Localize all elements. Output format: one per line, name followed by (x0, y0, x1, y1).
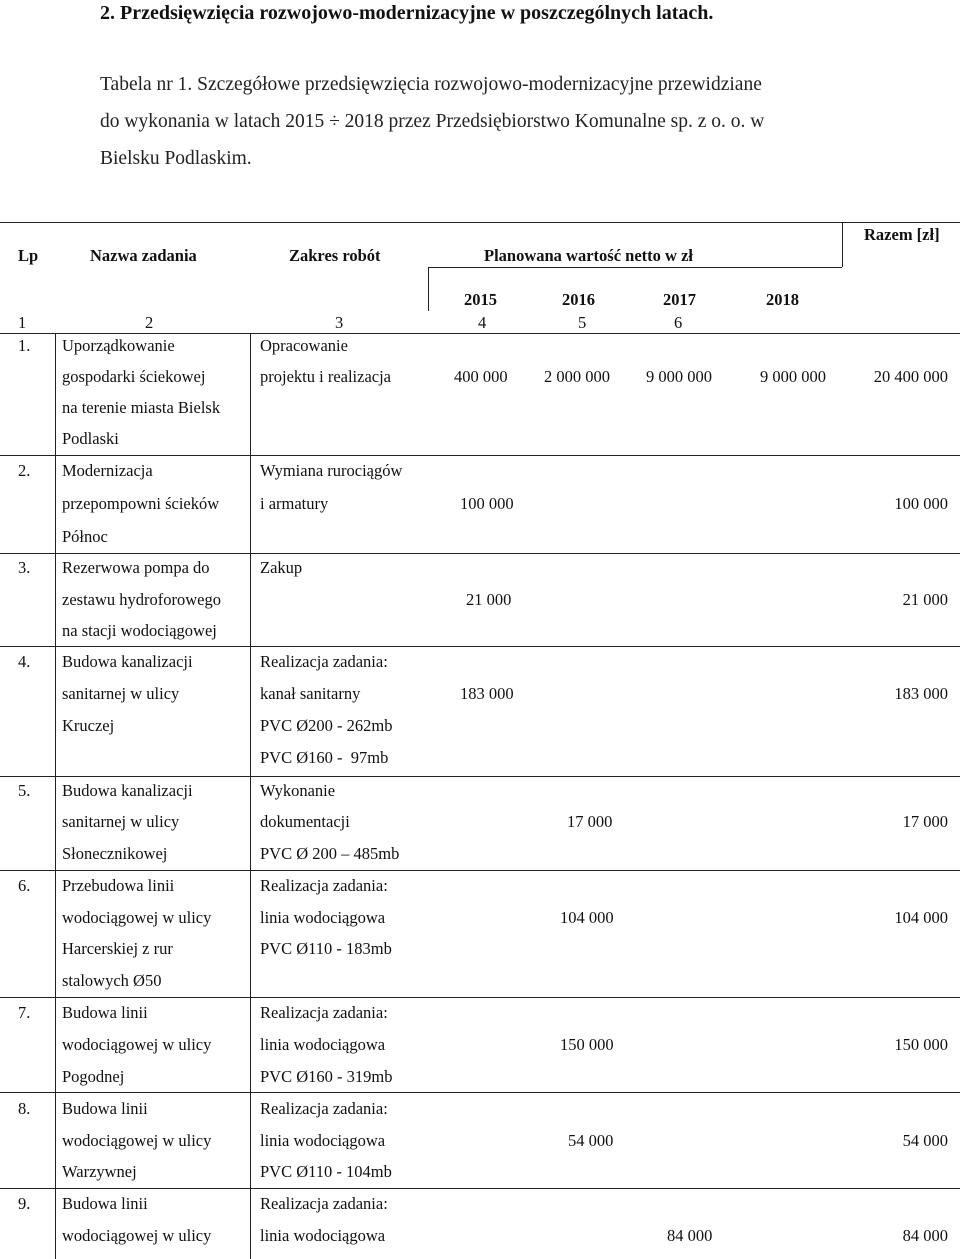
row-6-value-2016: 104 000 (560, 908, 614, 927)
row-3-nazwa-line-2: zestawu hydroforowego (62, 590, 221, 609)
row-7-lp: 7. (18, 1003, 31, 1022)
row-5-zakres-line-2: dokumentacji (260, 812, 350, 831)
row-separator (0, 646, 960, 647)
row-6-nazwa-line-4: stalowych Ø50 (62, 971, 162, 990)
row-1-nazwa-line-2: gospodarki ściekowej (62, 367, 206, 386)
row-9-nazwa-line-2: wodociągowej w ulicy (62, 1226, 212, 1245)
col-header-razem: Razem [zł] (864, 225, 940, 244)
row-8-value-2016: 54 000 (568, 1131, 614, 1150)
table-caption-line-1: Tabela nr 1. Szczegółowe przedsięwzięcia rozwojowo-modernizacyjne przewidziane (100, 74, 762, 95)
row-5-nazwa-line-3: Słonecznikowej (62, 844, 168, 863)
row-5-value-2016: 17 000 (567, 812, 613, 831)
row-8-nazwa-line-1: Budowa linii (62, 1099, 148, 1118)
row-4-nazwa-line-1: Budowa kanalizacji (62, 652, 193, 671)
row-2-lp: 2. (18, 461, 31, 480)
row-1-value-2017: 9 000 000 (646, 367, 712, 386)
row-4-value-2015: 183 000 (460, 684, 514, 703)
row-1-value-2016: 2 000 000 (544, 367, 610, 386)
row-3-nazwa-line-1: Rezerwowa pompa do (62, 558, 210, 577)
table-top-border (0, 222, 960, 223)
year-2018: 2018 (766, 290, 799, 309)
col-number-5: 5 (578, 313, 587, 332)
col-number-1: 1 (18, 313, 27, 332)
col-number-3: 3 (335, 313, 344, 332)
col-header-nazwa: Nazwa zadania (90, 246, 197, 265)
row-separator (0, 553, 960, 554)
row-3-lp: 3. (18, 558, 31, 577)
table-caption-line-3: Bielsku Podlaskim. (100, 148, 252, 169)
row-1-nazwa-line-3: na terenie miasta Bielsk (62, 398, 221, 417)
row-2-razem: 100 000 (894, 494, 948, 513)
row-7-value-2016: 150 000 (560, 1035, 614, 1054)
row-8-lp: 8. (18, 1099, 31, 1118)
row-8-razem: 54 000 (902, 1131, 948, 1150)
col-header-zakres: Zakres robót (289, 246, 381, 265)
row-3-value-2015: 21 000 (466, 590, 512, 609)
row-6-lp: 6. (18, 876, 31, 895)
row-1-nazwa-line-4: Podlaski (62, 429, 119, 448)
row-5-lp: 5. (18, 781, 31, 800)
row-4-razem: 183 000 (894, 684, 948, 703)
row-8-zakres-line-2: linia wodociągowa (260, 1131, 386, 1150)
row-separator (0, 1092, 960, 1093)
row-2-nazwa-line-1: Modernizacja (62, 461, 153, 480)
row-7-zakres-line-3: PVC Ø160 - 319mb (260, 1067, 393, 1086)
row-3-nazwa-line-3: na stacji wodociągowej (62, 621, 217, 640)
col-number-6: 6 (674, 313, 683, 332)
razem-left-border (842, 222, 843, 267)
row-7-nazwa-line-1: Budowa linii (62, 1003, 148, 1022)
planned-header-underline (428, 267, 842, 268)
row-6-nazwa-line-3: Harcerskiej z rur (62, 939, 173, 958)
row-separator (0, 776, 960, 777)
row-7-zakres-line-2: linia wodociągowa (260, 1035, 386, 1054)
row-1-value-2018: 9 000 000 (760, 367, 826, 386)
row-7-zakres-line-1: Realizacja zadania: (260, 1003, 388, 1022)
year-2016: 2016 (562, 290, 595, 309)
row-2-value-2015: 100 000 (460, 494, 514, 513)
row-4-nazwa-line-3: Kruczej (62, 716, 115, 735)
row-6-zakres-line-3: PVC Ø110 - 183mb (260, 939, 392, 958)
row-8-zakres-line-1: Realizacja zadania: (260, 1099, 388, 1118)
row-9-zakres-line-1: Realizacja zadania: (260, 1194, 388, 1213)
year-2017: 2017 (663, 290, 696, 309)
nazwa-col-border (250, 333, 251, 1259)
row-5-zakres-line-1: Wykonanie (260, 781, 336, 800)
row-3-zakres-line-1: Zakup (260, 558, 303, 577)
lp-col-border (55, 333, 56, 1259)
col-number-2: 2 (145, 313, 154, 332)
row-2-nazwa-line-3: Północ (62, 527, 108, 546)
row-5-razem: 17 000 (902, 812, 948, 831)
row-separator (0, 333, 960, 334)
row-1-zakres-line-2: projektu i realizacja (260, 367, 392, 386)
row-2-nazwa-line-2: przepompowni ścieków (62, 494, 220, 513)
row-4-zakres-line-2: kanał sanitarny (260, 684, 361, 703)
row-separator (0, 997, 960, 998)
row-5-nazwa-line-2: sanitarnej w ulicy (62, 812, 180, 831)
row-7-nazwa-line-2: wodociągowej w ulicy (62, 1035, 212, 1054)
row-6-razem: 104 000 (894, 908, 948, 927)
row-9-nazwa-line-1: Budowa linii (62, 1194, 148, 1213)
col-number-4: 4 (478, 313, 487, 332)
row-6-nazwa-line-1: Przebudowa linii (62, 876, 175, 895)
row-8-nazwa-line-2: wodociągowej w ulicy (62, 1131, 212, 1150)
row-7-nazwa-line-3: Pogodnej (62, 1067, 125, 1086)
row-2-zakres-line-1: Wymiana rurociągów (260, 461, 403, 480)
planned-left-border (428, 267, 429, 311)
row-separator (0, 455, 960, 456)
row-8-nazwa-line-3: Warzywnej (62, 1162, 137, 1181)
section-title: 2. Przedsięwzięcia rozwojowo-modernizacyjne w poszczególnych latach. (100, 2, 714, 24)
row-1-lp: 1. (18, 336, 31, 355)
col-header-planowana: Planowana wartość netto w zł (484, 246, 693, 265)
row-5-zakres-line-3: PVC Ø 200 – 485mb (260, 844, 400, 863)
row-7-razem: 150 000 (894, 1035, 948, 1054)
row-5-nazwa-line-1: Budowa kanalizacji (62, 781, 193, 800)
row-9-razem: 84 000 (902, 1226, 948, 1245)
row-1-nazwa-line-1: Uporządkowanie (62, 336, 175, 355)
row-2-zakres-line-2: i armatury (260, 494, 329, 513)
row-4-lp: 4. (18, 652, 31, 671)
row-9-lp: 9. (18, 1194, 31, 1213)
row-4-nazwa-line-2: sanitarnej w ulicy (62, 684, 180, 703)
row-9-zakres-line-2: linia wodociągowa (260, 1226, 386, 1245)
row-4-zakres-line-3: PVC Ø200 - 262mb (260, 716, 393, 735)
col-header-lp: Lp (18, 246, 39, 265)
row-separator (0, 1188, 960, 1189)
row-1-value-2015: 400 000 (454, 367, 508, 386)
row-9-value-2017: 84 000 (667, 1226, 713, 1245)
row-8-zakres-line-3: PVC Ø110 - 104mb (260, 1162, 392, 1181)
row-6-zakres-line-2: linia wodociągowa (260, 908, 386, 927)
row-6-nazwa-line-2: wodociągowej w ulicy (62, 908, 212, 927)
row-separator (0, 870, 960, 871)
row-4-zakres-line-4: PVC Ø160 - 97mb (260, 748, 389, 767)
row-1-razem: 20 400 000 (873, 367, 948, 386)
row-4-zakres-line-1: Realizacja zadania: (260, 652, 388, 671)
row-6-zakres-line-1: Realizacja zadania: (260, 876, 388, 895)
row-3-razem: 21 000 (902, 590, 948, 609)
year-2015: 2015 (464, 290, 497, 309)
table-caption-line-2: do wykonania w latach 2015 ÷ 2018 przez Przedsiębiorstwo Komunalne sp. z o. o. w (100, 111, 765, 132)
row-1-zakres-line-1: Opracowanie (260, 336, 348, 355)
